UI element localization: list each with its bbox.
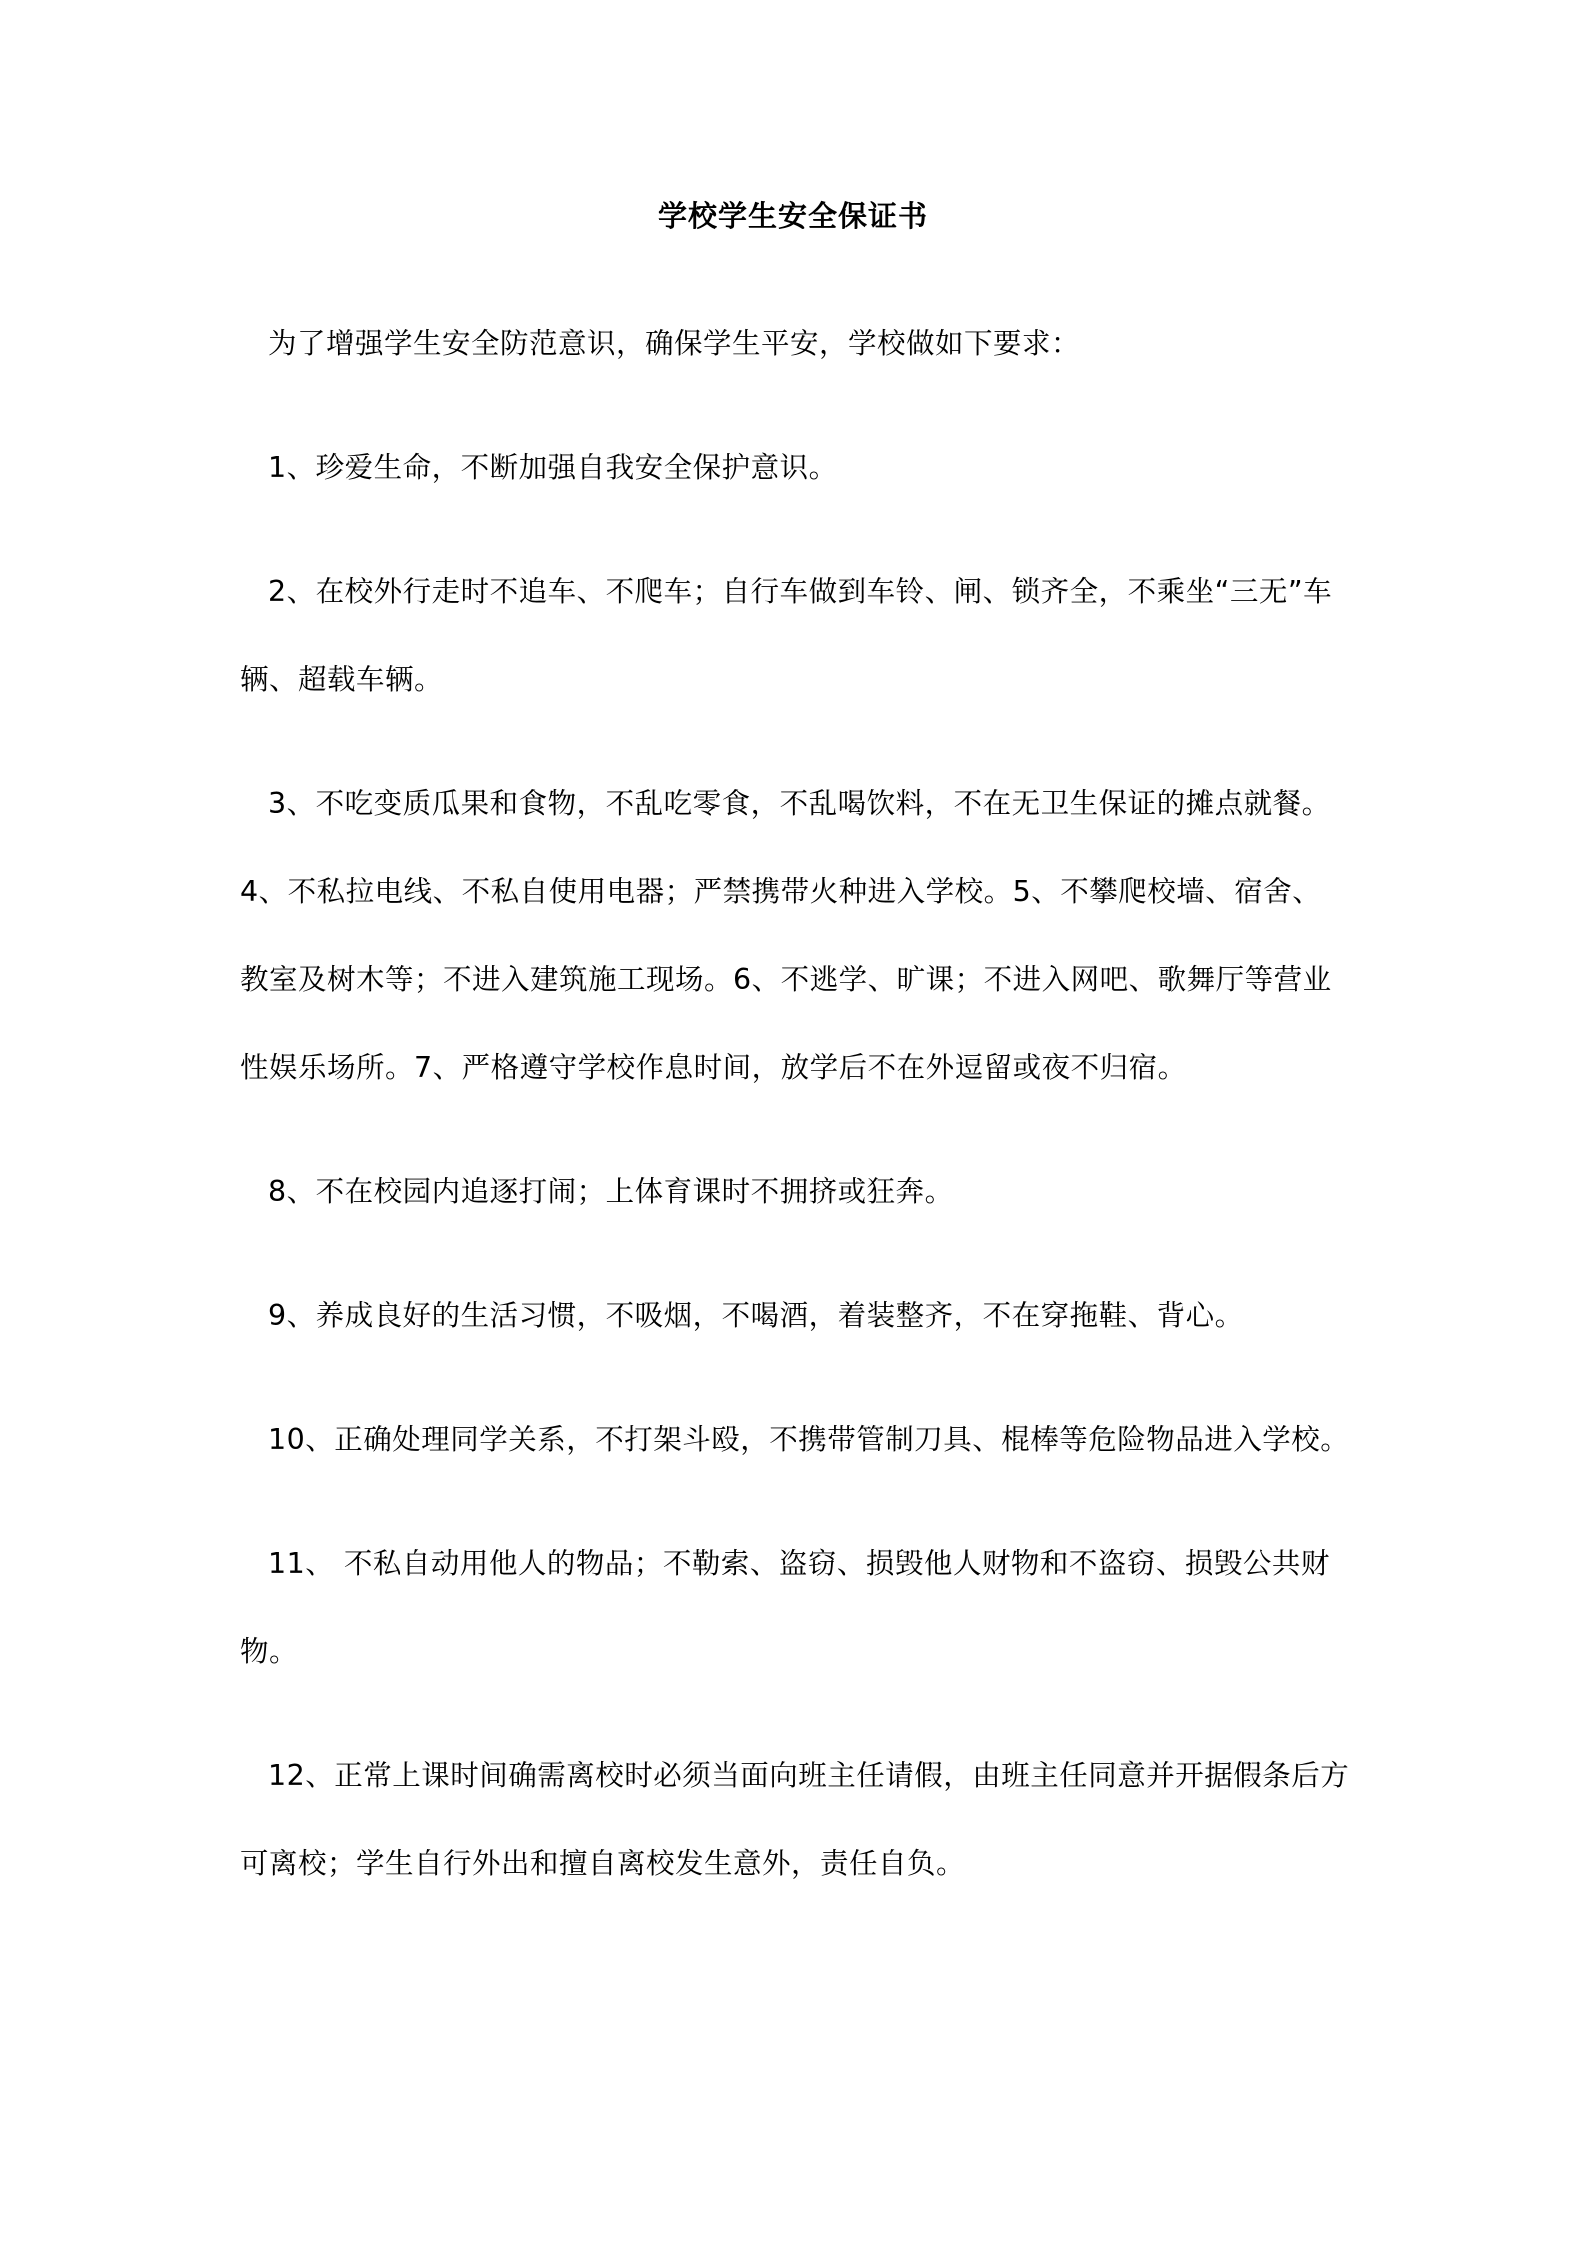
- rule-paragraph-9: 9、养成良好的生活习惯，不吸烟，不喝酒，着装整齐，不在穿拖鞋、背心。: [268, 1299, 1244, 1332]
- rule-paragraph-12: 12、正常上课时间确需离校时必须当面向班主任请假，由班主任同意并开据假条后方可离校；学生自行外出和擅自离校发生意外，责任自负。: [240, 1759, 1350, 1880]
- intro-paragraph: 为了增强学生安全防范意识，确保学生平安，学校做如下要求：: [268, 327, 1081, 360]
- rule-paragraph-10: 10、正确处理同学关系，不打架斗殴，不携带管制刀具、棍棒等危险物品进入学校。: [268, 1423, 1350, 1456]
- document-title: 学校学生安全保证书: [657, 199, 928, 233]
- rule-paragraph-8: 8、不在校园内追逐打闹；上体育课时不拥挤或狂奔。: [268, 1175, 954, 1208]
- rule-paragraph-11: 11、 不私自动用他人的物品；不勒索、盗窃、损毁他人财物和不盗窃、损毁公共财物。: [240, 1547, 1330, 1668]
- rule-paragraph-2: 2、在校外行走时不追车、不爬车；自行车做到车铃、闸、锁齐全，不乘坐“三无”车辆、超载车辆。: [240, 575, 1333, 696]
- rule-paragraph-3-7: 3、不吃变质瓜果和食物，不乱吃零食，不乱喝饮料，不在无卫生保证的摊点就餐。4、不私拉电线、不私自使用电器；严禁携带火种进入学校。5、不攀爬校墙、宿舍、教室及树木等；不进入建筑施工现场。6、不逃学、旷课；不进入网吧、歌舞厅等营业性娱乐场所。7、严格遵守学校作息时间，放学后不在外逗留或夜不归宿。: [240, 787, 1332, 1084]
- rule-paragraph-1: 1、珍爱生命，不断加强自我安全保护意识。: [268, 451, 838, 484]
- document-body: [240, 300, 1350, 1944]
